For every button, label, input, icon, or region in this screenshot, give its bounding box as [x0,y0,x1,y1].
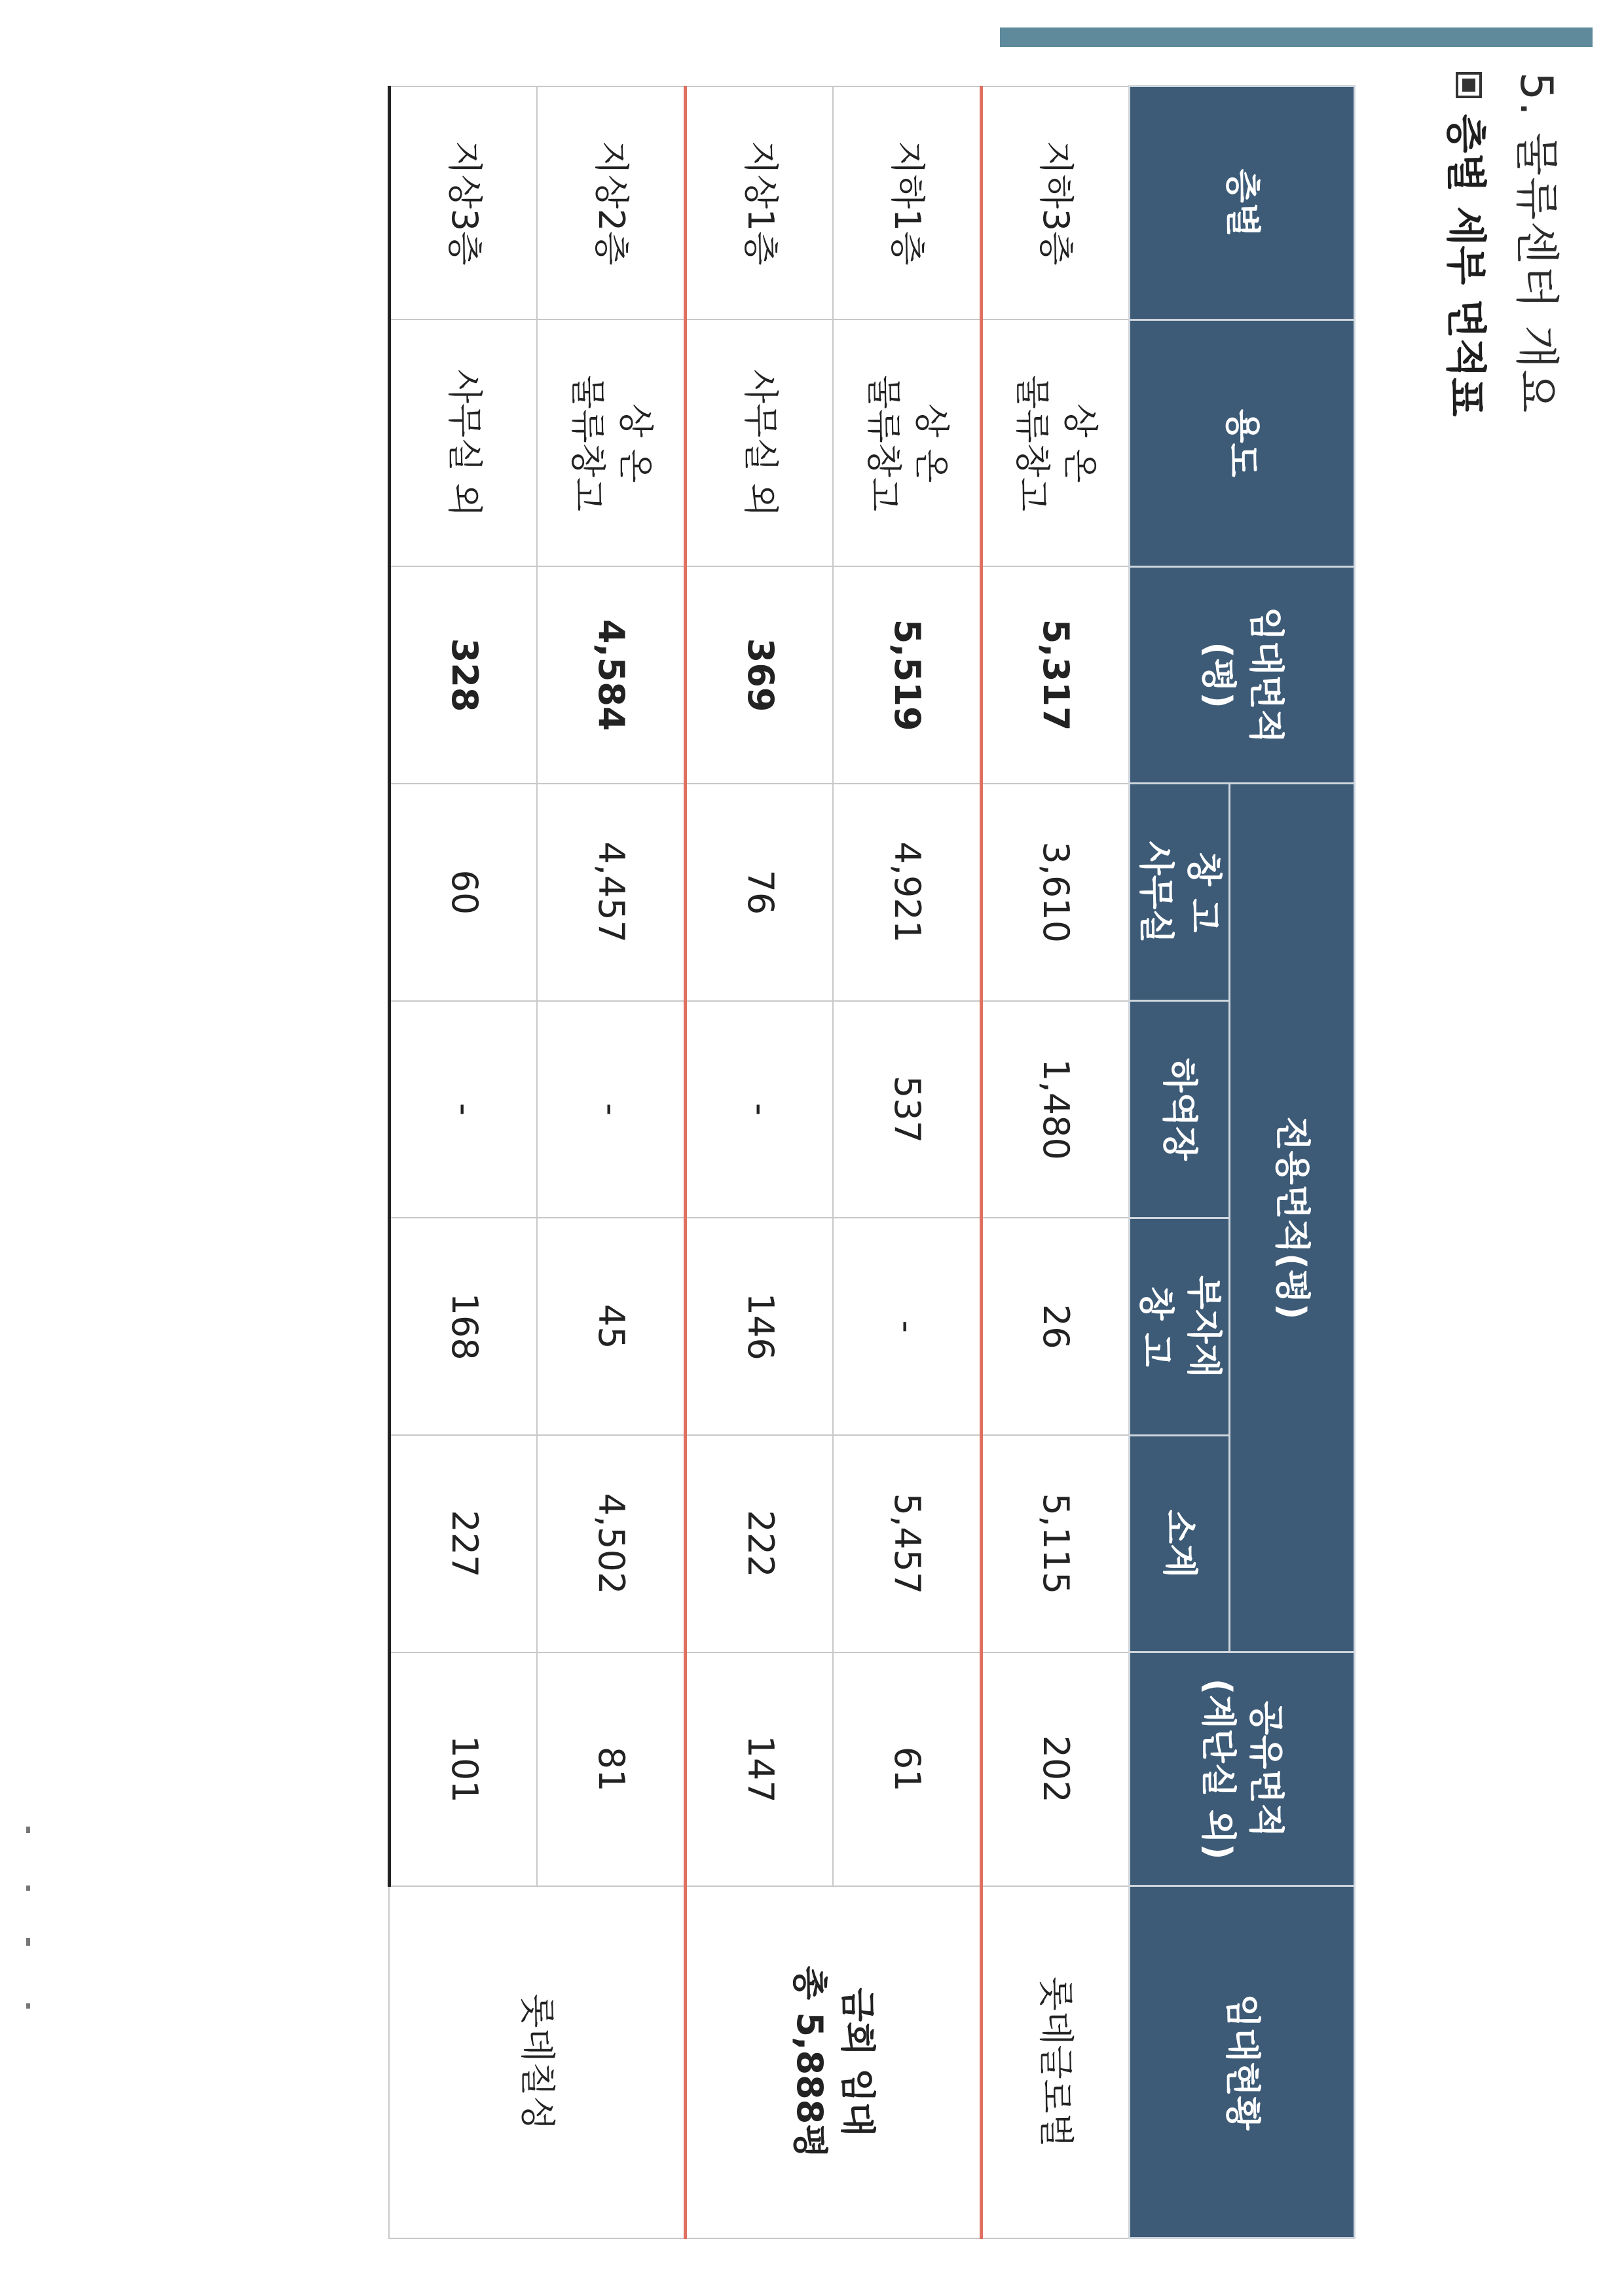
cell-subtotal: 222 [686,1435,834,1652]
cell-loading-dock: - [390,1001,538,1218]
cell-subtotal: 5,115 [982,1435,1130,1652]
cell-floor: 지상3층 [390,86,538,320]
cell-subtotal: 5,457 [834,1435,982,1652]
cell-lease-area: 5,317 [982,566,1130,784]
cell-supply: 168 [390,1218,538,1435]
table-row [538,86,686,2238]
cell-loading-dock: - [686,1001,834,1218]
cell-use-line2: 물류창고 [862,374,904,512]
cell-warehouse-office: 4,921 [834,784,982,1001]
header-warehouse-office [1130,784,1230,1001]
cell-common: 61 [834,1652,982,1886]
cell-lease-area: 5,519 [834,566,982,784]
cell-use-line1: 상 온 [1059,403,1101,483]
table-row [834,86,982,2238]
cell-tenant-new-lease [686,1886,982,2238]
cell-use-line2: 물류창고 [566,374,608,512]
header-floor: 층별 [1130,86,1355,320]
header-warehouse-office-line1: 창 고 [1183,852,1225,933]
cell-use [834,319,982,566]
cell-floor: 지상1층 [686,86,834,320]
scan-edge-mark [26,1827,30,1833]
header-supply-line2: 창 고 [1135,1286,1177,1367]
cell-lease-area: 4,584 [538,566,686,784]
header-supply-warehouse [1130,1218,1230,1435]
new-lease-line2: 총 5,888평 [789,1965,831,2159]
floor-area-table [388,85,1356,2239]
scan-edge-mark [26,1886,30,1891]
header-exclusive-area: 전용면적(평) [1230,784,1355,1652]
cell-lease-area: 369 [686,566,834,784]
scan-edge-mark [26,2003,30,2009]
cell-use-line1: 사무실 외 [443,369,485,517]
new-lease-line1: 금회 임대 [837,1987,879,2137]
cell-warehouse-office: 60 [390,784,538,1001]
cell-subtotal: 227 [390,1435,538,1652]
cell-lease-area: 328 [390,566,538,784]
cell-supply: - [834,1218,982,1435]
cell-floor: 지하1층 [834,86,982,320]
header-warehouse-office-line2: 사무실 [1135,841,1177,944]
cell-supply: 26 [982,1218,1130,1435]
cell-common: 81 [538,1652,686,1886]
cell-common: 147 [686,1652,834,1886]
cell-supply: 146 [686,1218,834,1435]
cell-warehouse-office: 3,610 [982,784,1130,1001]
filled-square-icon [1456,72,1483,98]
header-subtotal: 소계 [1130,1435,1230,1652]
header-lease-area [1130,566,1355,784]
cell-use-line2: 물류창고 [1012,374,1053,512]
header-loading-dock: 하역장 [1130,1001,1230,1218]
cell-tenant-lotte-chilsung: 롯데칠성 [390,1886,686,2238]
cell-use-line1: 상 온 [910,403,952,483]
header-common-area [1130,1652,1355,1886]
top-accent-bar [1000,27,1593,47]
subtitle-text: 층별 세부 면적표 [1442,114,1490,417]
cell-loading-dock: 537 [834,1001,982,1218]
header-common-line1: 공유면적 [1246,1700,1287,1838]
cell-use-line1: 상 온 [614,403,656,483]
cell-use [686,319,834,566]
cell-supply: 45 [538,1218,686,1435]
cell-tenant-lotte-global: 롯데글로벌 [982,1886,1130,2238]
cell-warehouse-office: 76 [686,784,834,1001]
cell-loading-dock: - [538,1001,686,1218]
section-title: 5. 물류센터 개요 [1510,72,1562,414]
table-subtitle [1440,72,1498,416]
header-lease-area-line2: (평) [1198,642,1240,708]
cell-floor: 지상2층 [538,86,686,320]
header-lease-area-line1: 임대면적 [1246,606,1287,744]
cell-warehouse-office: 4,457 [538,784,686,1001]
header-use: 용도 [1130,319,1355,566]
cell-common: 202 [982,1652,1130,1886]
cell-common: 101 [390,1652,538,1886]
cell-floor: 지하3층 [982,86,1130,320]
cell-use [390,319,538,566]
table-row [982,86,1130,2238]
cell-use-line1: 사무실 외 [739,369,781,517]
header-supply-line1: 부자재 [1183,1275,1225,1378]
header-common-line2: (계단실 외) [1198,1678,1240,1860]
cell-subtotal: 4,502 [538,1435,686,1652]
header-lease-status: 임대현황 [1130,1886,1355,2238]
scan-edge-mark [26,1938,30,1946]
rotated-page-content [308,46,1591,2232]
cell-loading-dock: 1,480 [982,1001,1130,1218]
cell-use [538,319,686,566]
cell-use [982,319,1130,566]
